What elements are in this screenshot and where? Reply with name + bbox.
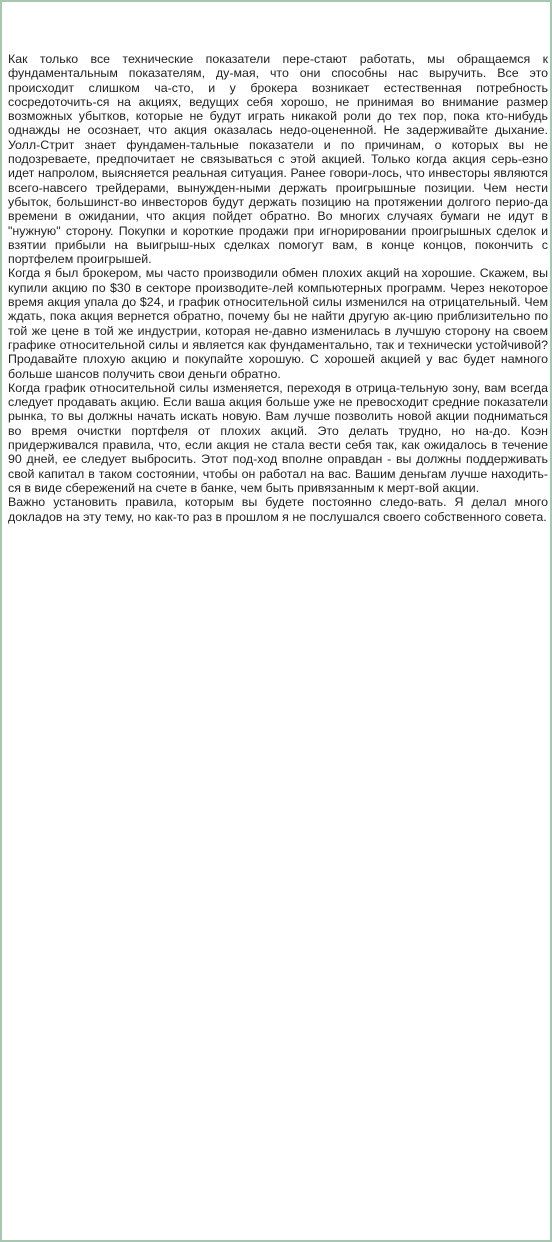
paragraph-2: Когда я был брокером, мы часто производили обмен плохих акций на хорошие. Скажем, вы купили акцию по $30 в секторе производите-лей компьютерных программ. Через некоторое время акция упала до $24, и график относительной силы изменился на отрицательный. Чем ждать, пока акция вернется обратно, почему бы не найти другую ак-цию приблизительно по той же цене в той же индустрии, которая не-давно изменилась в лучшую сторону на своем графике относительной силы и является как фундаментально, так и технически устойчивой? Продавайте плохую акцию и покупайте хорошую. С хорошей акцией у вас будет намного больше шансов получить свои деньги обратно. bbox=[8, 266, 548, 381]
paragraph-3: Когда график относительной силы изменяется, переходя в отрица-тельную зону, вам всегда следует продавать акцию. Если ваша акция больше уже не превосходит средние показатели рынка, то вы должны начать искать новую. Вам лучше позволить новой акции подниматься во время очистки портфеля от плохих акций. Это делать трудно, но на-до. Коэн придерживался правила, что, если акция не стала вести себя так, как ожидалось в течение 90 дней, ее следует выбросить. Этот под-ход вполне оправдан - вы должны поддерживать свой капитал в таком состоянии, чтобы он работал на вас. Вашим деньгам лучше находить-ся в виде сбережений на счете в банке, чем быть привязанным к мерт-вой акции. bbox=[8, 380, 548, 495]
paragraph-1: Как только все технические показатели пере-стают работать, мы обращаемся к фундаментальным показателям, ду-мая, что они способны нас выручить. Все это происходит слишком ча-сто, и у брокера возникает естественная потребность сосредоточить-ся на акциях, ведущих себя хорошо, не принимая во внимание размер возможных убытков, которые не будут играть никакой роли до тех пор, пока кто-нибудь однажды не осознает, что акция оказалась недо-оцененной. Не задерживайте дыхание. Уолл-Стрит знает фундамен-тальные показатели и по причинам, о которых вы не подозреваете, предпочитает не связываться с этой акцией. Только когда акция серь-езно идет напролом, выясняется реальная ситуация. Ранее говори-лось, что инвесторы являются всего-навсего трейдерами, вынужден-ными держать проигрышные позиции. Чем нести убыток, большинст-во инвесторов будут держать позицию на протяжении долгого перио-да времени в ожидании, что акция пойдет обратно. Во многих случаях бумаги не идут в "нужную" сторону. Покупки и короткие продажи при игнорировании проигрышных сделок и взятии прибыли на выигрыш-ных сделках помогут вам, в конце концов, покончить с портфелем проигрышей. bbox=[8, 52, 548, 267]
paragraph-4: Важно установить правила, которым вы будете постоянно следо-вать. Я делал много докладов на эту тему, но как-то раз в прошлом я не послушался своего собственного совета. bbox=[8, 495, 548, 524]
article-text bbox=[8, 52, 548, 524]
